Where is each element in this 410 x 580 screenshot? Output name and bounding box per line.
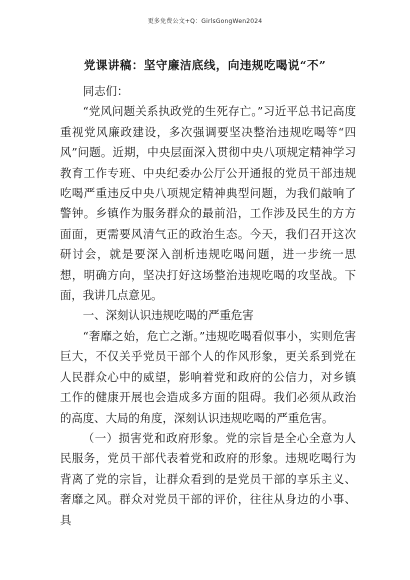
paragraph-section-1: “奢靡之始，危亡之渐。”违规吃喝看似事小，实则危害巨大，不仅关乎党员干部个人的作风形象，更关系到党在人民群众心中的威望，影响着党和政府的公信力，对乡镇工作的健康开展也会造成多方面的阻碍。我们必须从政治的高度、大局的角度，深刻认识违规吃喝的严重危害。	[60, 328, 356, 425]
header-note: 更多免费公文+Q：GirlsGongWen2024	[147, 18, 263, 25]
document-title: 党课讲稿：坚守廉洁底线，向违规吃喝说“不”	[83, 58, 327, 72]
paragraph-subsection-1: （一）损害党和政府形象。党的宗旨是全心全意为人民服务，党员干部代表着党和政府的形象。违规吃喝行为背离了党的宗旨，让群众看到的是党员干部的享乐主义、奢靡之风。群众对党员干部的评价，往往从身边的小事、具	[60, 430, 356, 527]
document-body	[60, 81, 356, 530]
paragraph-intro: “党风问题关系执政党的生死存亡。”习近平总书记高度重视党风廉政建设，多次强调要坚决整治违规吃喝等“四风”问题。近期，中央层面深入贯彻中央八项规定精神学习教育工作专班、中央纪委办公厅公开通报的党员干部违规吃喝严重违反中央八项规定精神典型问题，为我们敲响了警钟。乡镇作为服务群众的最前沿，工作涉及民生的方方面面，更需要风清气正的政治生态。今天，我们召开这次研讨会，就是要深入剖析违规吃喝问题，进一步统一思想，明确方向，坚决打好这场整治违规吃喝的攻坚战。下面，我讲几点意见。	[60, 104, 356, 303]
salutation: 同志们：	[82, 84, 129, 98]
section-heading-1: 一、深刻认识违规吃喝的严重危害	[82, 308, 254, 323]
